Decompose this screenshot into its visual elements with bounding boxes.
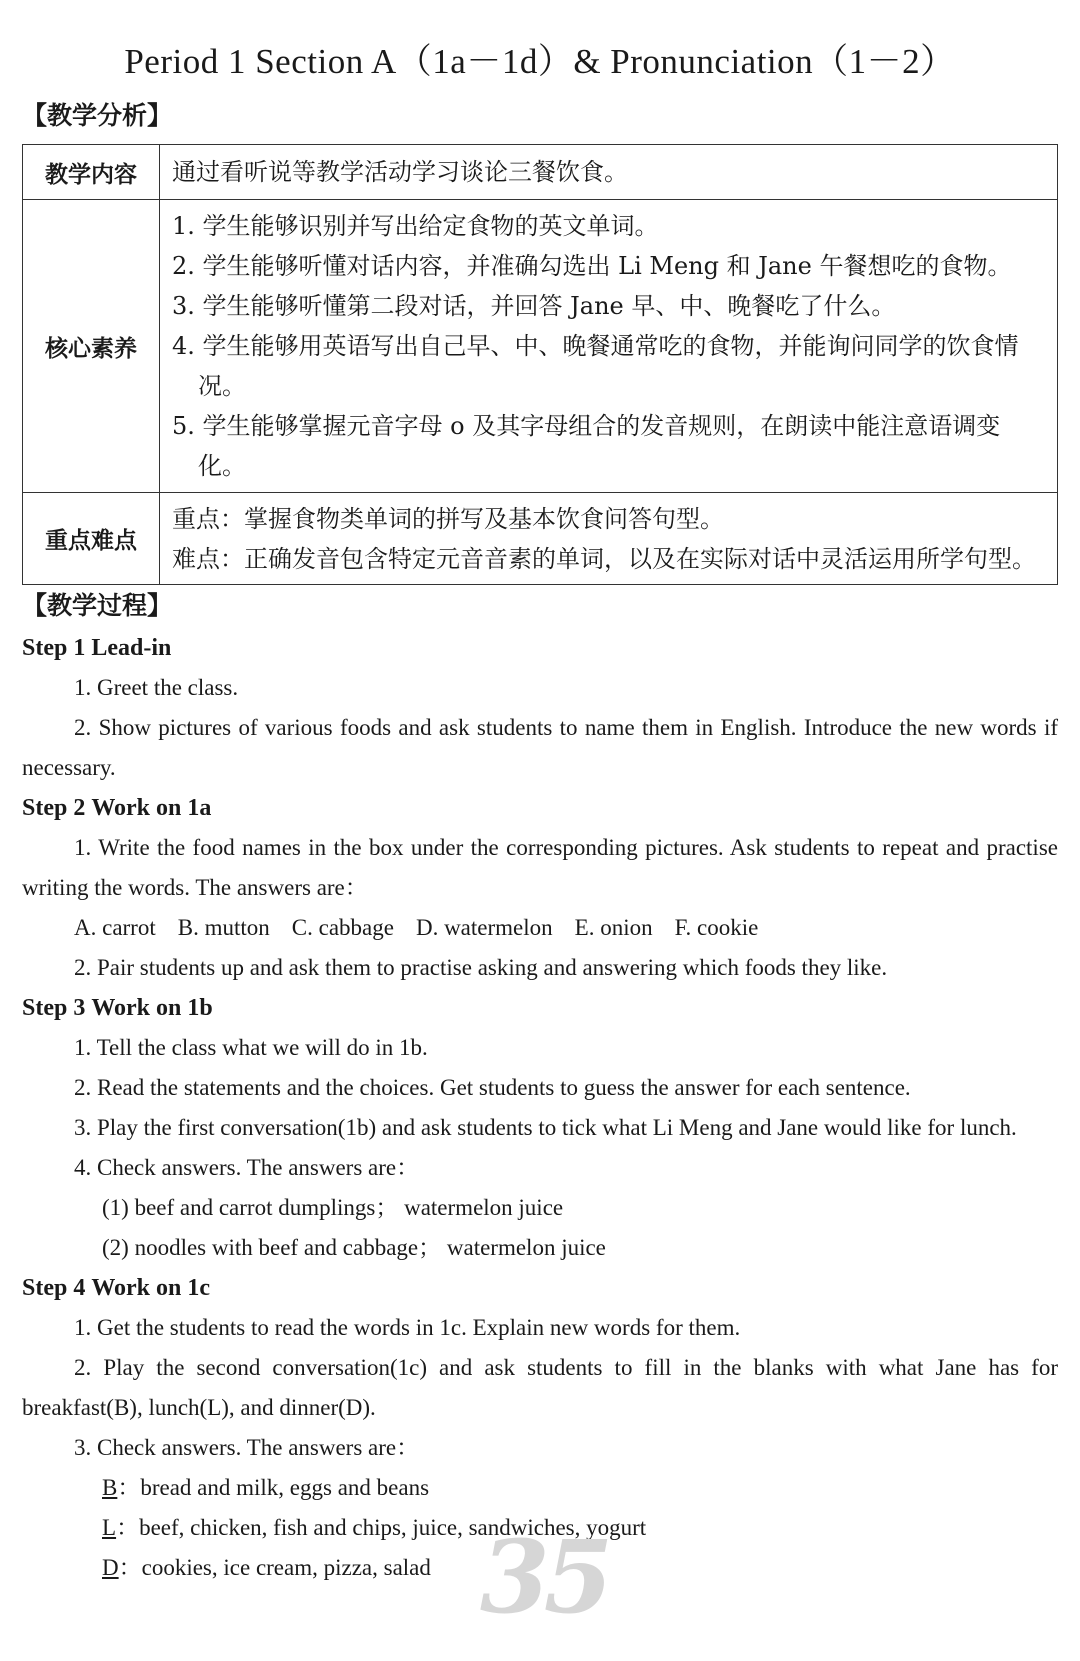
answer-line [22, 908, 1058, 948]
step-number: Step 2 [22, 795, 86, 821]
answer-line: (2) noodles with beef and cabbage； watermelon juice [102, 1235, 606, 1260]
list-item: 3. Check answers. The answers are： [74, 1435, 420, 1460]
key-content [160, 493, 1058, 585]
analysis-table [22, 144, 1058, 585]
list-item: 1. Greet the class. [74, 675, 239, 700]
table-row [23, 493, 1058, 585]
step-title: Work on 1b [91, 995, 213, 1021]
answer-value: ：cookies, ice cream, pizza, salad [118, 1555, 431, 1580]
content-label: 教学内容 [23, 145, 160, 200]
answer-key: L [102, 1515, 117, 1540]
step-number: Step 1 [22, 635, 86, 661]
page-number: 35 [480, 1518, 608, 1636]
answer: B. mutton [177, 915, 270, 940]
core-label: 核心素养 [23, 200, 160, 493]
list-item: 3. Play the first conversation(1b) and ask students to tick what Li Meng and Jane would like for lunch. [74, 1115, 1017, 1140]
answer-line [22, 1548, 1058, 1588]
list-item: 2. Play the second conversation(1c) and ask students to fill in the blanks with what Jane has for breakfast(B), lunch(L), and dinner(D). [22, 1355, 1058, 1420]
list-item: 3. 学生能够听懂第二段对话，并回答 Jane 早、中、晚餐吃了什么。 [172, 292, 896, 320]
list-item: 4. 学生能够用英语写出自己早、中、晚餐通常吃的食物，并能询问同学的饮食情况。 [172, 332, 1019, 400]
content-text: 通过看听说等教学活动学习谈论三餐饮食。 [160, 145, 1058, 200]
table-row [23, 145, 1058, 200]
step-number: Step 4 [22, 1275, 86, 1301]
answer-line [22, 1468, 1058, 1508]
list-item: 1. Get the students to read the words in 1c. Explain new words for them. [74, 1315, 741, 1340]
step-number: Step 3 [22, 995, 86, 1021]
analysis-heading: 【教学分析】 [22, 101, 173, 130]
key-label: 重点难点 [23, 493, 160, 585]
answer: A. carrot [74, 915, 156, 940]
list-item: 2. Read the statements and the choices. Get students to guess the answer for each sentence. [74, 1075, 911, 1100]
answer-line [22, 1508, 1058, 1548]
step-4-heading [22, 1268, 1058, 1308]
process-heading: 【教学过程】 [22, 591, 173, 620]
answer: C. cabbage [291, 915, 394, 940]
answer: D. watermelon [415, 915, 553, 940]
page-title: Period 1 Section A（1a－1d）& Pronunciation（1－2） [124, 42, 956, 81]
process-body [22, 628, 1058, 1588]
difficult-point: 难点：正确发音包含特定元音音素的单词，以及在实际对话中灵活运用所学句型。 [172, 544, 1036, 573]
core-items [160, 200, 1058, 493]
answer: E. onion [574, 915, 653, 940]
list-item: 1. 学生能够识别并写出给定食物的英文单词。 [172, 212, 659, 240]
list-item: 5. 学生能够掌握元音字母 o 及其字母组合的发音规则，在朗读中能注意语调变化。 [172, 412, 1001, 480]
list-item: 2. Show pictures of various foods and ask students to name them in English. Introduce the new words if necessary. [22, 715, 1058, 780]
answer-value: ：beef, chicken, fish and chips, juice, sandwiches, yogurt [116, 1515, 647, 1540]
list-item: 1. Tell the class what we will do in 1b. [74, 1035, 428, 1060]
answer-key: D [102, 1555, 119, 1580]
step-title: Lead-in [91, 635, 172, 661]
answer: F. cookie [674, 915, 759, 940]
answer-value: ：bread and milk, eggs and beans [117, 1475, 430, 1500]
step-title: Work on 1c [91, 1275, 211, 1301]
step-title: Work on 1a [91, 795, 212, 821]
step-3-heading [22, 988, 1058, 1028]
list-item: 4. Check answers. The answers are： [74, 1155, 420, 1180]
list-item: 2. Pair students up and ask them to practise asking and answering which foods they like. [74, 955, 888, 980]
list-item: 1. Write the food names in the box under the corresponding pictures. Ask students to repeat and practise writing the words. The answers are： [22, 835, 1058, 900]
table-row [23, 200, 1058, 493]
step-2-heading [22, 788, 1058, 828]
answer-line: (1) beef and carrot dumplings； watermelon juice [102, 1195, 564, 1220]
list-item: 2. 学生能够听懂对话内容，并准确勾选出 Li Meng 和 Jane 午餐想吃的食物。 [172, 252, 1012, 280]
answer-key: B [102, 1475, 118, 1500]
step-1-heading [22, 628, 1058, 668]
key-point: 重点：掌握食物类单词的拼写及基本饮食问答句型。 [172, 504, 724, 533]
